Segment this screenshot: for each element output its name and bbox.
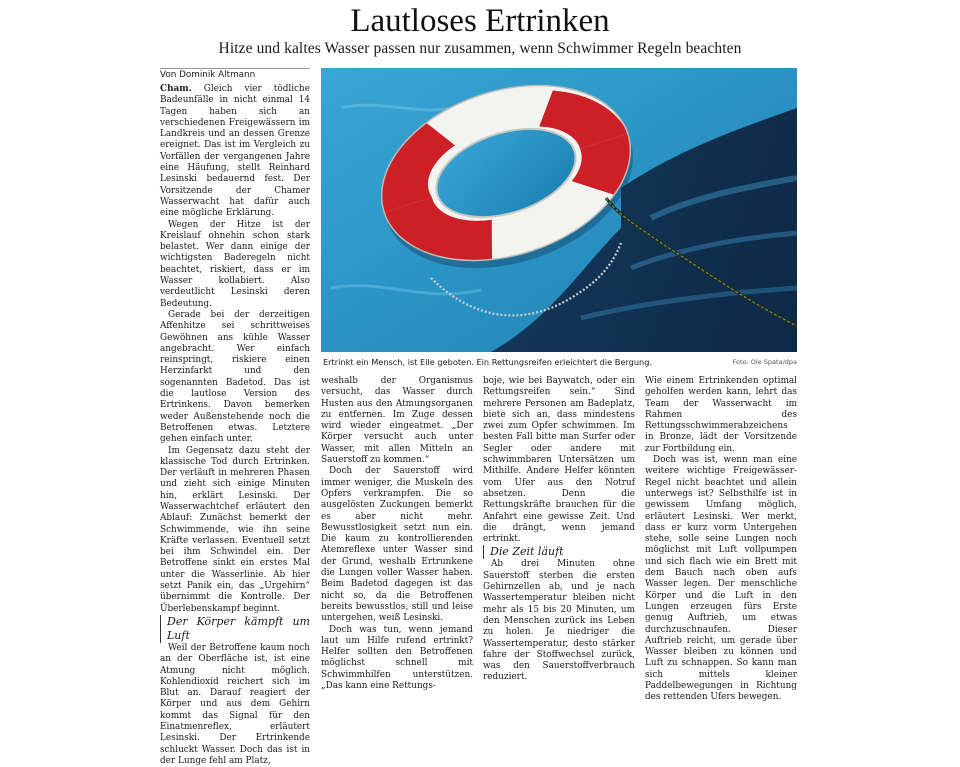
subheading: Die Zeit läuft — [483, 545, 635, 559]
article-column-2 — [321, 376, 473, 692]
subheadline: Hitze und kaltes Wasser passen nur zusammen, wenn Schwimmer Regeln beachten — [218, 40, 742, 57]
article-photo — [321, 68, 797, 352]
headline: Lautloses Ertrinken — [350, 3, 610, 39]
paragraph — [160, 84, 310, 220]
paragraph: Doch was tun, wenn jemand laut um Hilfe rufend ertrinkt? Helfer sollten den Betroffenen möglichst schnell mit Schwimmhilfen unterstützen. „Das kann eine Rettungs- — [321, 624, 473, 692]
paragraph: Doch der Sauerstoff wird immer weniger, die Muskeln des Opfers verkrampfen. Die so ausgelösten Zuckungen bemerkt es aber nicht mehr. Bewusstlosigkeit setzt nun ein. Die kaum zu kontrollierenden Atemreflexe unter Wasser sind der Grund, weshalb Ertrunkene die Lungen voller Wasser haben. Beim Badetod dagegen ist das nicht so, da die Betroffenen bereits bewusstlos, still und leise untergehen, weiß Lesinski. — [321, 466, 473, 624]
paragraph: Weil der Betroffene kaum noch an der Oberfläche ist, ist eine Atmung nicht möglich. Kohlendioxid reichert sich im Blut an. Darauf reagiert der Körper und aus dem Gehirn kommt das Signal für den Einatmenreflex, erläutert Lesinski. Der Ertrinkende schluckt Wasser. Doch das ist in der Lunge fehl am Platz, — [160, 642, 310, 766]
paragraph: Gerade bei der derzeitigen Affenhitze sei schrittweises Gewöhnen ans kühle Wasser angebracht. Wer einfach reinspringt, riskiere einen Herzinfarkt und den sogenannten Badetod. Das ist die lautlose Version des Ertrinkens. Davon bemerken weder Außenstehende noch die Betroffenen etwas. Letztere gehen einfach unter. — [160, 309, 310, 445]
paragraph: Im Gegensatz dazu steht der klassische Tod durch Ertrinken. Der verläuft in mehreren Phasen und zieht sich einige Minuten hin, erklärt Lesinski. Der Wasserwachtchef erläutert den Ablauf: Zunächst bemerkt der Schwimmende, wie ihn seine Kräfte verlassen. Eventuell setzt bei ihm Schwindel ein. Der Betroffene sinkt ein erstes Mal unter die Wasserlinie. Ab hier setzt Panik ein, das „Urgehirn“ übernimmt die Kontrolle. Der Überlebenskampf beginnt. — [160, 445, 310, 614]
dateline: Cham. — [160, 84, 192, 94]
paragraph: Doch was ist, wenn man eine weitere wichtige Freigewässer-Regel nicht beachtet und allein unterwegs ist? Selbsthilfe ist in gewissem Umfang möglich, erläutert Lesinski. Wer merkt, dass er kurz vorm Untergehen stehe, solle seine Lungen noch möglichst mit Luft vollpumpen und sich flach wie ein Brett mit dem Bauch nach oben aufs Wasser legen. Der menschliche Körper und die Luft in den Lungen erzeugen fürs Erste genug Auftrieb, um etwas durchzuschnaufen. Dieser Auftrieb reicht, um gerade über Wasser bleiben zu können und Luft zu schnappen. So kann man sich mittels kleiner Paddelbewegungen in Richtung des rettenden Ufers bewegen. — [645, 455, 797, 703]
photo-credit: Foto: Ole Spata/dpa — [732, 358, 797, 366]
article-column-4 — [645, 376, 797, 704]
subheading: Der Körper kämpft um Luft — [160, 615, 310, 643]
article-column-3 — [483, 376, 635, 684]
paragraph-text: Gleich vier tödliche Badeunfälle in nicht einmal 14 Tagen haben sich an verschiedenen Freigewässern im Landkreis und an dessen Grenze ereignet. Das ist im Vergleich zu Vorfällen der vergangenen Jahre eine Häufung, stellt Reinhard Lesinski bedauernd fest. Der Vorsitzende der Chamer Wasserwacht hat dafür auch eine mögliche Erklärung. — [160, 84, 310, 219]
paragraph: Wie einem Ertrinkenden optimal geholfen werden kann, lehrt das Team der Wasserwacht im Rahmen des Rettungsschwimmerabzeichens in Bronze, lädt der Vorsitzende zur Fortbildung ein. — [645, 376, 797, 454]
photo-caption — [323, 356, 797, 368]
life-ring-photo — [321, 68, 797, 352]
byline: Von Dominik Altmann — [160, 68, 310, 81]
caption-text: Ertrinkt ein Mensch, ist Eile geboten. Ein Rettungsreifen erleichtert die Bergung. — [323, 357, 653, 367]
article-column-1 — [160, 84, 310, 767]
paragraph: weshalb der Organismus versucht, das Wasser durch Husten aus den Atmungsorganen zu entfernen. Im Zuge dessen wird wieder eingeatmet. „Der Körper versucht auch unter Wasser, mit allen Mitteln an Sauerstoff zu kommen.“ — [321, 376, 473, 466]
paragraph: Ab drei Minuten ohne Sauerstoff sterben die ersten Gehirnzellen ab, und je nach Wassertemperatur bleiben nicht mehr als 15 bis 20 Minuten, um den Menschen zurück ins Leben zu holen. Je niedriger die Wassertemperatur, desto stärker fahre der Stoffwechsel zurück, was den Sauerstoffverbrauch reduziert. — [483, 559, 635, 683]
paragraph: Wegen der Hitze ist der Kreislauf ohnehin schon stark belastet. Wer dann einige der wichtigsten Baderegeln nicht beachtet, riskiert, dass er im Wasser kollabiert. Also verdeutlicht Lesinski deren Bedeutung. — [160, 219, 310, 309]
paragraph: boje, wie bei Baywatch, oder ein Rettungsreifen sein.“ Sind mehrere Personen am Badeplatz, biete sich an, dass mindestens zwei zum Opfer schwimmen. Im besten Fall bitte man Surfer oder Segler oder andere mit schwimmbaren Untersätzen um Mithilfe. Andere Helfer könnten vom Ufer aus den Notruf absetzen. Denn die Rettungskräfte brauchen für die Anfahrt eine gewisse Zeit. Und die drängt, wenn jemand ertrinkt. — [483, 376, 635, 545]
